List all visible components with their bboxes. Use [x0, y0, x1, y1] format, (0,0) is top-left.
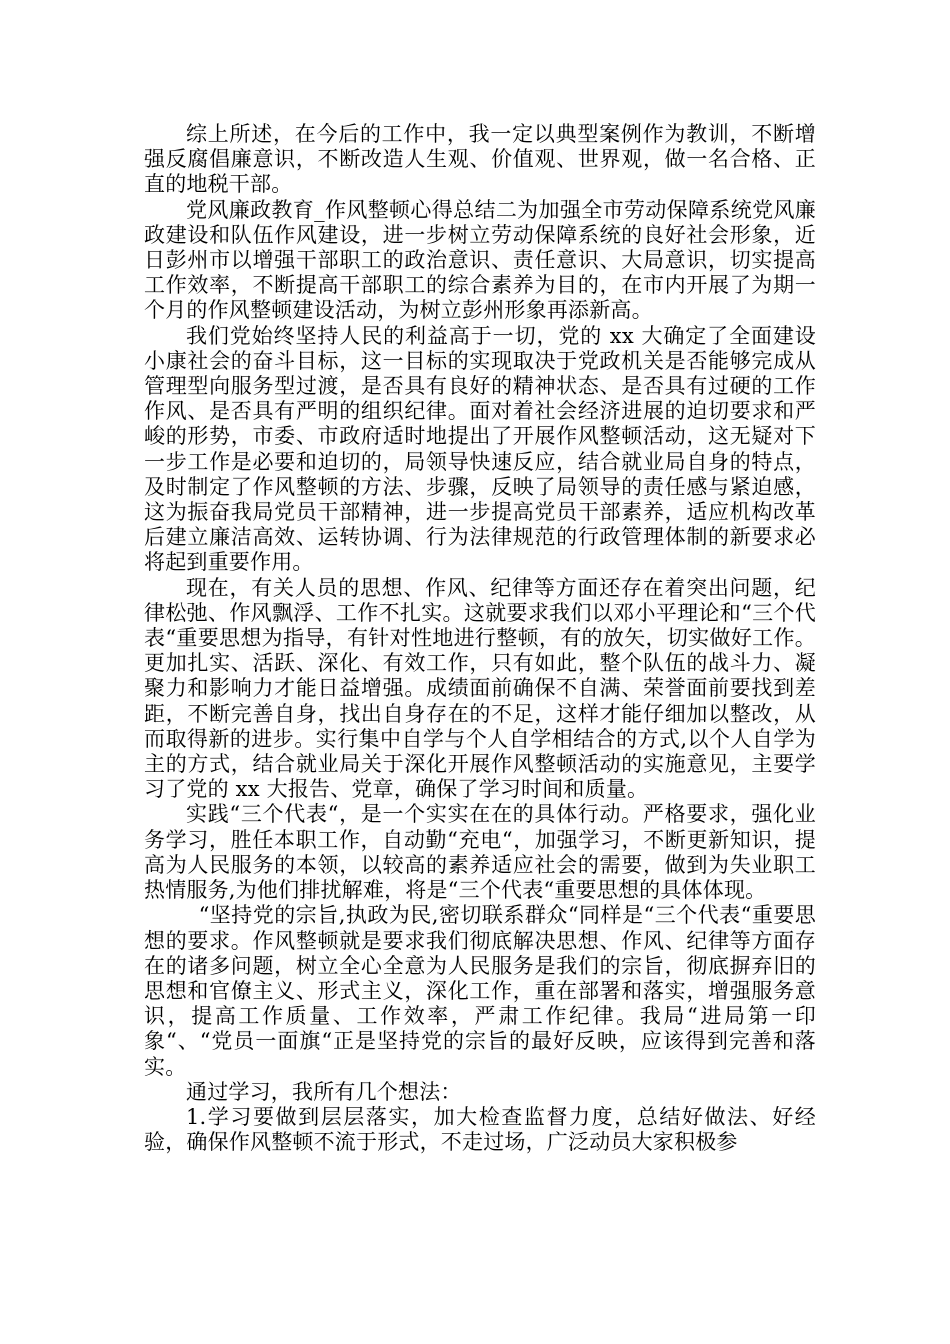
paragraph-party-interests: 我们党始终坚持人民的利益高于一切，党的 xx 大确定了全面建设小康社会的奋斗目标，这一目标的实现取决于党政机关是否能够完成从管理型向服务型过渡，是否具有良好的精神状态、是否具有过硬的工作作风、是否具有严明的组织纪律。面对着社会经济进展的迫切要求和严峻的形势，市委、市政府适时地提出了开展作风整顿活动，这无疑对下一步工作是必要和迫切的，局领导快速反应，结合就业局自身的特点，及时制定了作风整顿的方法、步骤，反映了局领导的责任感与紧迫感，这为振奋我局党员干部精神，进一步提高党员干部素养，适应机构改革后建立廉洁高效、运转协调、行为法律规范的行政管理体制的新要求必将起到重要作用。 [144, 323, 816, 575]
paragraph-summary-two-intro: 党风廉政教育_作风整顿心得总结二为加强全市劳动保障系统党风廉政建设和队伍作风建设，进一步树立劳动保障系统的良好社会形象，近日彭州市以增强干部职工的政治意识、责任意识、大局意识，切实提高工作效率，不断提高干部职工的综合素养为目的，在市内开展了为期一个月的作风整顿建设活动，为树立彭州形象再添新高。 [144, 197, 816, 323]
paragraph-practice-three-represents: 实践“三个代表“，是一个实实在在的具体行动。严格要求，强化业务学习，胜任本职工作，自动勤“充电“，加强学习，不断更新知识，提高为人民服务的本领，以较高的素养适应社会的需要，做到为失业职工热情服务,为他们排扰解难，将是“三个代表“重要思想的具体体现。 [144, 802, 816, 903]
paragraph-party-purpose: “坚持党的宗旨,执政为民,密切联系群众“同样是“三个代表“重要思想的要求。作风整顿就是要求我们彻底解决思想、作风、纪律等方面存在的诸多问题，树立全心全意为人民服务是我们的宗旨，彻底摒弃旧的思想和官僚主义、形式主义，深化工作，重在部署和落实，增强服务意识，提高工作质量、工作效率，严肃工作纪律。我局“进局第一印象“、“党员一面旗“正是坚持党的宗旨的最好反映，应该得到完善和落实。 [144, 903, 816, 1079]
paragraph-current-problems: 现在，有关人员的思想、作风、纪律等方面还存在着突出问题，纪律松弛、作风飘浮、工作不扎实。这就要求我们以邓小平理论和“三个代表“重要思想为指导，有针对性地进行整顿，有的放矢，切实做好工作。更加扎实、活跃、深化、有效工作，只有如此，整个队伍的战斗力、凝聚力和影响力才能日益增强。成绩面前确保不自满、荣誉面前要找到差距，不断完善自身，找出自身存在的不足，这样才能仔细加以整改，从而取得新的进步。实行集中自学与个人自学相结合的方式,以个人自学为主的方式，结合就业局关于深化开展作风整顿活动的实施意见，主要学习了党的 xx 大报告、党章，确保了学习时间和质量。 [144, 575, 816, 802]
paragraph-thoughts-intro: 通过学习，我所有几个想法： [186, 1079, 462, 1104]
document-body [144, 122, 816, 1155]
paragraph-thought-one: 1.学习要做到层层落实，加大检查监督力度，总结好做法、好经验，确保作风整顿不流于形式，不走过场，广泛动员大家积极参 [144, 1104, 816, 1155]
paragraph-conclusion: 综上所述，在今后的工作中，我一定以典型案例作为教训，不断增强反腐倡廉意识，不断改造人生观、价值观、世界观，做一名合格、正直的地税干部。 [144, 122, 816, 197]
